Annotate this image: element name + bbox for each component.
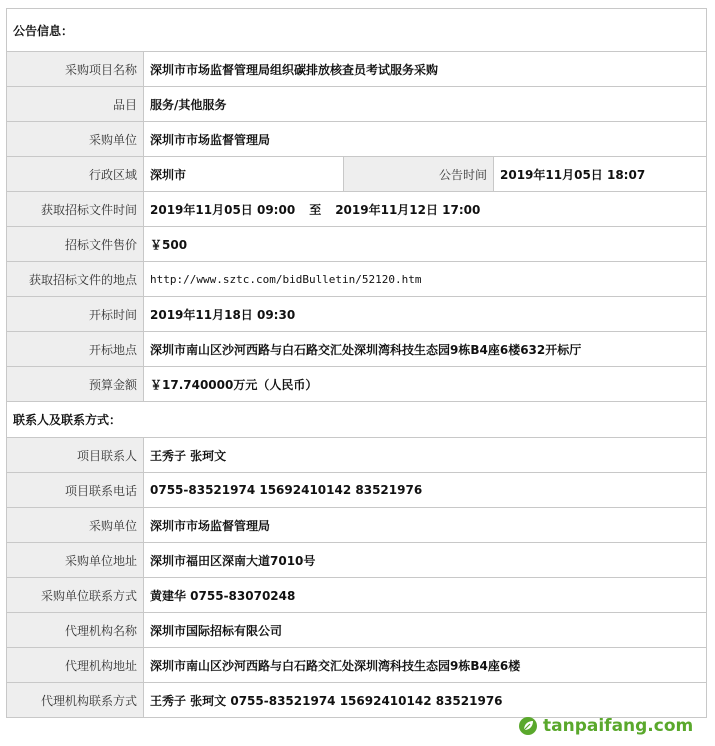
row-region	[7, 157, 707, 192]
row-budget	[7, 367, 707, 402]
contact-phone-value: 0755-83521974 15692410142 83521976	[144, 473, 707, 508]
category-label: 品目	[7, 87, 144, 122]
purchaser-label: 采购单位	[7, 122, 144, 157]
row-purchaser	[7, 122, 707, 157]
row-purchaser-contact	[7, 578, 707, 613]
row-purchaser-2	[7, 508, 707, 543]
purchaser2-value: 深圳市市场监督管理局	[144, 508, 707, 543]
agency-contact-label: 代理机构联系方式	[7, 683, 144, 718]
section-header-row-2	[7, 402, 707, 438]
row-agency-address	[7, 648, 707, 683]
doc-location-link[interactable]: http://www.sztc.com/bidBulletin/52120.htm	[150, 273, 422, 286]
contact-person-value: 王秀子 张珂文	[144, 438, 707, 473]
purchaser2-label: 采购单位	[7, 508, 144, 543]
agency-contact-value: 王秀子 张珂文 0755-83521974 15692410142 83521976	[144, 683, 707, 718]
purchaser-value: 深圳市市场监督管理局	[144, 122, 707, 157]
contact-person-label: 项目联系人	[7, 438, 144, 473]
announce-time-label: 公告时间	[344, 157, 494, 192]
section-title-announcement: 公告信息：	[7, 9, 707, 52]
row-contact-phone	[7, 473, 707, 508]
row-doc-time	[7, 192, 707, 227]
doc-time-end: 2019年11月12日 17:00	[335, 202, 481, 217]
announce-time-value: 2019年11月05日 18:07	[494, 157, 707, 192]
row-contact-person	[7, 438, 707, 473]
project-name-label: 采购项目名称	[7, 52, 144, 87]
open-time-label: 开标时间	[7, 297, 144, 332]
doc-price-value: ￥500	[144, 227, 707, 262]
open-location-value: 深圳市南山区沙河西路与白石路交汇处深圳湾科技生态园9栋B4座6楼632开标厅	[144, 332, 707, 367]
watermark	[518, 712, 693, 740]
doc-location-label: 获取招标文件的地点	[7, 262, 144, 297]
budget-value: ￥17.740000万元（人民币）	[144, 367, 707, 402]
project-name-value: 深圳市市场监督管理局组织碳排放核查员考试服务采购	[144, 52, 707, 87]
region-value: 深圳市	[144, 157, 344, 192]
row-open-location	[7, 332, 707, 367]
region-label: 行政区域	[7, 157, 144, 192]
contact-phone-label: 项目联系电话	[7, 473, 144, 508]
category-value: 服务/其他服务	[144, 87, 707, 122]
announcement-table	[6, 8, 707, 718]
doc-time-label: 获取招标文件时间	[7, 192, 144, 227]
purchaser-address-label: 采购单位地址	[7, 543, 144, 578]
section-header-row	[7, 9, 707, 52]
doc-location-cell	[144, 262, 707, 297]
doc-time-start: 2019年11月05日 09:00	[150, 202, 296, 217]
agency-name-label: 代理机构名称	[7, 613, 144, 648]
watermark-text: tanpaifang.com	[543, 716, 694, 736]
section-title-contacts: 联系人及联系方式：	[7, 402, 707, 438]
open-time-value: 2019年11月18日 09:30	[144, 297, 707, 332]
doc-time-value	[144, 192, 707, 227]
row-open-time	[7, 297, 707, 332]
agency-name-value: 深圳市国际招标有限公司	[144, 613, 707, 648]
row-doc-price	[7, 227, 707, 262]
budget-label: 预算金额	[7, 367, 144, 402]
doc-price-label: 招标文件售价	[7, 227, 144, 262]
leaf-logo-icon	[518, 716, 538, 736]
row-purchaser-address	[7, 543, 707, 578]
row-category	[7, 87, 707, 122]
purchaser-contact-value: 黄建华 0755-83070248	[144, 578, 707, 613]
doc-time-separator: 至	[309, 202, 322, 217]
purchaser-contact-label: 采购单位联系方式	[7, 578, 144, 613]
agency-address-value: 深圳市南山区沙河西路与白石路交汇处深圳湾科技生态园9栋B4座6楼	[144, 648, 707, 683]
row-project-name	[7, 52, 707, 87]
row-agency-name	[7, 613, 707, 648]
purchaser-address-value: 深圳市福田区深南大道7010号	[144, 543, 707, 578]
agency-address-label: 代理机构地址	[7, 648, 144, 683]
open-location-label: 开标地点	[7, 332, 144, 367]
row-doc-location	[7, 262, 707, 297]
